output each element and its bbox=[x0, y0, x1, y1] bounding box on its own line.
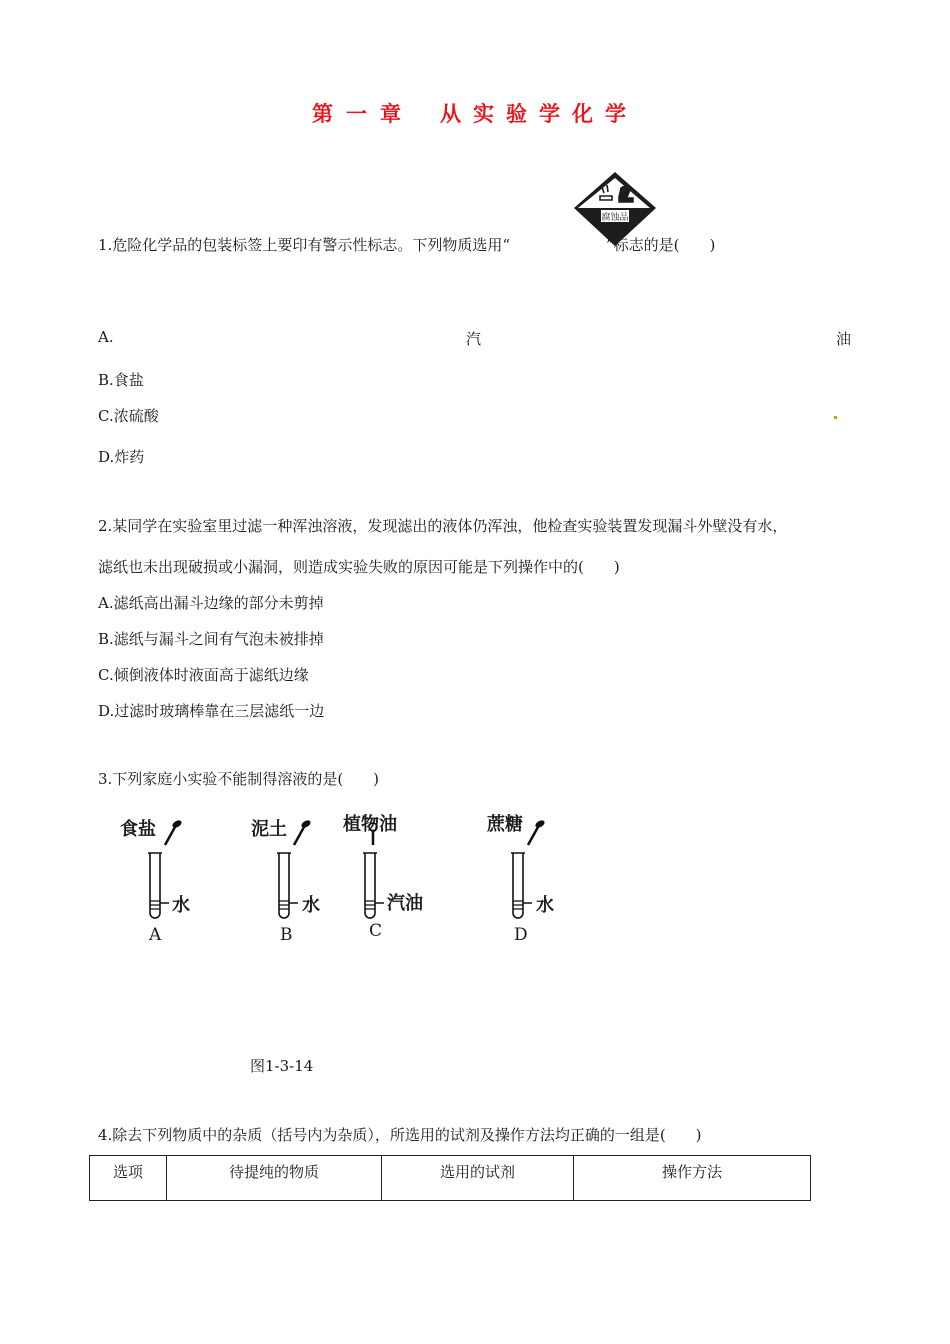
header-reagent: 选用的试剂 bbox=[382, 1156, 574, 1201]
q1-option-a-word2: 油 bbox=[836, 330, 852, 348]
q2-option-b: B.滤纸与漏斗之间有气泡未被排掉 bbox=[98, 630, 324, 648]
q1-option-c: C.浓硫酸 bbox=[98, 407, 159, 425]
tube-d-solute: 蔗糖 bbox=[487, 814, 523, 835]
tube-b-solute: 泥土 bbox=[251, 819, 287, 840]
q1-option-a-prefix: A. bbox=[98, 328, 114, 346]
table-header-row bbox=[90, 1156, 811, 1201]
q1-option-a-word1: 汽 bbox=[466, 330, 482, 348]
figure-caption: 图1-3-14 bbox=[250, 1057, 314, 1075]
q2-stem-line1: 2.某同学在实验室里过滤一种浑浊溶液，发现滤出的液体仍浑浊，他检查实验装置发现漏斗外壁没有水， bbox=[98, 517, 788, 535]
tube-b-letter: B bbox=[280, 925, 293, 945]
tube-c-solvent: 汽油 bbox=[387, 893, 423, 914]
corrosive-sign-label: 腐蚀品 bbox=[601, 213, 629, 223]
q1-option-d: D.炸药 bbox=[98, 448, 145, 466]
impurity-table bbox=[89, 1155, 811, 1201]
corrosive-sign-icon bbox=[572, 170, 658, 248]
header-option: 选项 bbox=[90, 1156, 167, 1201]
q3-stem: 3.下列家庭小实验不能制得溶液的是( ) bbox=[98, 770, 380, 788]
q1-stem-after: ”标志的是( ) bbox=[605, 236, 716, 254]
q2-option-c: C.倾倒液体时液面高于滤纸边缘 bbox=[98, 666, 309, 684]
tube-a-letter: A bbox=[149, 925, 162, 945]
chapter-number: 第一章 bbox=[312, 102, 414, 126]
tube-c-solute: 植物油 bbox=[343, 814, 397, 835]
header-substance: 待提纯的物质 bbox=[167, 1156, 382, 1201]
q1-stem-before: 1.危险化学品的包装标签上要印有警示性标志。下列物质选用“ bbox=[98, 236, 510, 254]
q2-option-d: D.过滤时玻璃棒靠在三层滤纸一边 bbox=[98, 702, 325, 720]
tube-b-solvent: 水 bbox=[302, 895, 320, 916]
tube-d-letter: D bbox=[514, 925, 528, 945]
tube-c-letter: C bbox=[369, 921, 383, 941]
q2-stem-line2: 滤纸也未出现破损或小漏洞，则造成实验失败的原因可能是下列操作中的( ) bbox=[98, 558, 620, 576]
header-method: 操作方法 bbox=[574, 1156, 811, 1201]
tube-a-solute: 食盐 bbox=[120, 819, 156, 840]
q2-option-a: A.滤纸高出漏斗边缘的部分未剪掉 bbox=[98, 594, 324, 612]
chapter-name: 从实验学化学 bbox=[440, 102, 638, 126]
stray-dot bbox=[834, 416, 837, 419]
tube-a-solvent: 水 bbox=[172, 895, 190, 916]
tube-d-solvent: 水 bbox=[536, 895, 554, 916]
q1-option-b: B.食盐 bbox=[98, 371, 144, 389]
q4-stem: 4.除去下列物质中的杂质（括号内为杂质），所选用的试剂及操作方法均正确的一组是( ) bbox=[98, 1126, 702, 1144]
page-title bbox=[0, 98, 950, 128]
q3-figure bbox=[0, 805, 950, 945]
